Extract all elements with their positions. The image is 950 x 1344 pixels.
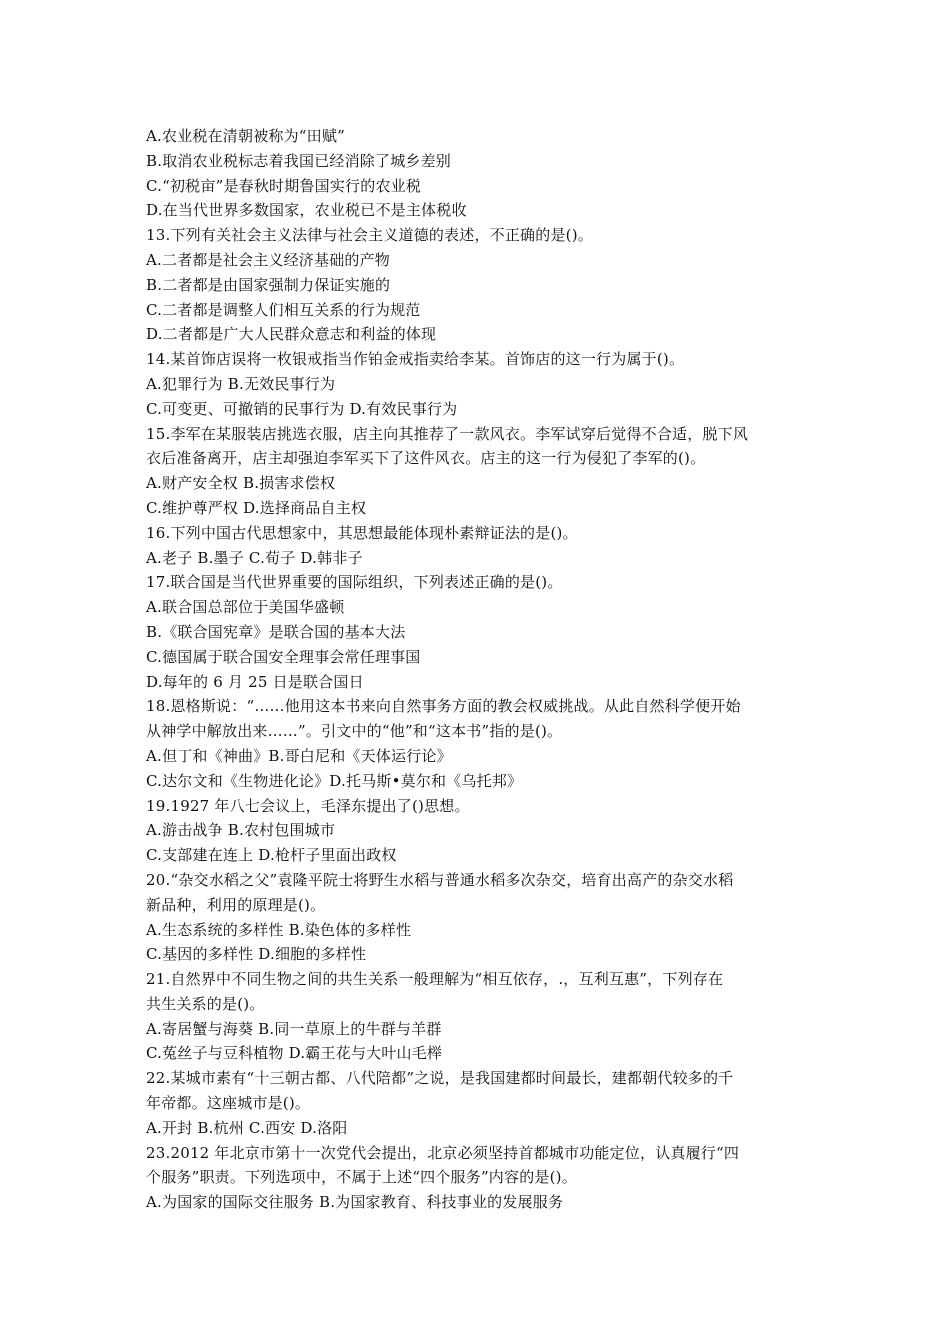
text-line: A.寄居蟹与海葵 B.同一草原上的牛群与羊群	[146, 1019, 442, 1038]
text-line: A.老子 B.墨子 C.荀子 D.韩非子	[146, 548, 363, 567]
text-line: A.犯罪行为 B.无效民事行为	[146, 374, 336, 393]
text-line: D.在当代世界多数国家，农业税已不是主体税收	[146, 201, 467, 220]
question-stem: 15.李军在某服装店挑选衣服，店主向其推荐了一款风衣。李军试穿后觉得不合适，脱下风	[146, 424, 749, 443]
text-line: B.二者都是由国家强制力保证实施的	[146, 275, 391, 294]
question-stem: 20.“杂交水稻之父”袁隆平院士将野生水稻与普通水稻多次杂交，培育出高产的杂交水稻	[146, 870, 734, 889]
text-line: A.联合国总部位于美国华盛顿	[146, 598, 345, 617]
question-stem: 16.下列中国古代思想家中，其思想最能体现朴素辩证法的是()。	[146, 523, 578, 542]
text-line: 衣后准备离开，店主却强迫李军买下了这件风衣。店主的这一行为侵犯了李军的()。	[146, 449, 706, 468]
text-line: A.农业税在清朝被称为“田赋”	[146, 127, 345, 145]
text-line: C.基因的多样性 D.细胞的多样性	[146, 945, 367, 964]
text-line: 从神学中解放出来……”。引文中的“他”和“这本书”指的是()。	[146, 722, 563, 741]
text-line: C.“初税亩”是春秋时期鲁国实行的农业税	[146, 176, 422, 195]
question-stem: 22.某城市素有“十三朝古都、八代陪都”之说，是我国建都时间最长，建都朝代较多的千	[146, 1069, 734, 1088]
text-line: B.取消农业税标志着我国已经消除了城乡差别	[146, 151, 451, 170]
text-line: 新品种，利用的原理是()。	[146, 895, 326, 914]
text-line: D.每年的 6 月 25 日是联合国日	[146, 672, 364, 691]
question-stem: 23.2012 年北京市第十一次党代会提出，北京必须坚持首都城市功能定位，认真履行“四	[146, 1143, 740, 1162]
question-stem: 17.联合国是当代世界重要的国际组织，下列表述正确的是()。	[146, 573, 563, 592]
question-stem: 14.某首饰店误将一枚银戒指当作铂金戒指卖给李某。首饰店的这一行为属于()。	[146, 350, 685, 369]
question-stem: 13.下列有关社会主义法律与社会主义道德的表述，不正确的是()。	[146, 226, 593, 245]
question-stem: 21.自然界中不同生物之间的共生关系一般理解为“相互依存，.，互利互惠”，下列存在	[146, 970, 724, 989]
question-text-block	[146, 124, 812, 1215]
text-line: C.维护尊严权 D.选择商品自主权	[146, 498, 367, 517]
text-line: A.为国家的国际交往服务 B.为国家教育、科技事业的发展服务	[146, 1193, 564, 1212]
text-line: D.二者都是广大人民群众意志和利益的体现	[146, 325, 437, 344]
text-line: A.游击战争 B.农村包围城市	[146, 821, 336, 840]
text-line: A.开封 B.杭州 C.西安 D.洛阳	[146, 1118, 348, 1137]
question-stem: 19.1927 年八七会议上，毛泽东提出了()思想。	[146, 796, 470, 815]
text-line: B.《联合国宪章》是联合国的基本大法	[146, 622, 406, 641]
text-line: C.可变更、可撤销的民事行为 D.有效民事行为	[146, 399, 458, 418]
text-line: A.财产安全权 B.损害求偿权	[146, 474, 336, 493]
text-line: 共生关系的是()。	[146, 994, 265, 1013]
text-line: C.二者都是调整人们相互关系的行为规范	[146, 300, 421, 319]
text-line: A.二者都是社会主义经济基础的产物	[146, 250, 391, 269]
text-line: C.德国属于联合国安全理事会常任理事国	[146, 647, 421, 666]
text-line: C.达尔文和《生物进化论》D.托马斯•莫尔和《乌托邦》	[146, 771, 523, 790]
question-stem: 18.恩格斯说：“……他用这本书来向自然事务方面的教会权威挑战。从此自然科学便开始	[146, 697, 741, 716]
text-line: C.支部建在连上 D.枪杆子里面出政权	[146, 846, 397, 865]
text-line: 个服务”职责。下列选项中，不属于上述“四个服务”内容的是()。	[146, 1168, 577, 1187]
text-line: A.生态系统的多样性 B.染色体的多样性	[146, 920, 412, 939]
text-line: A.但丁和《神曲》B.哥白尼和《天体运行论》	[146, 746, 452, 765]
text-line: 年帝都。这座城市是()。	[146, 1094, 311, 1113]
text-line: C.菟丝子与豆科植物 D.霸王花与大叶山毛榉	[146, 1044, 443, 1063]
